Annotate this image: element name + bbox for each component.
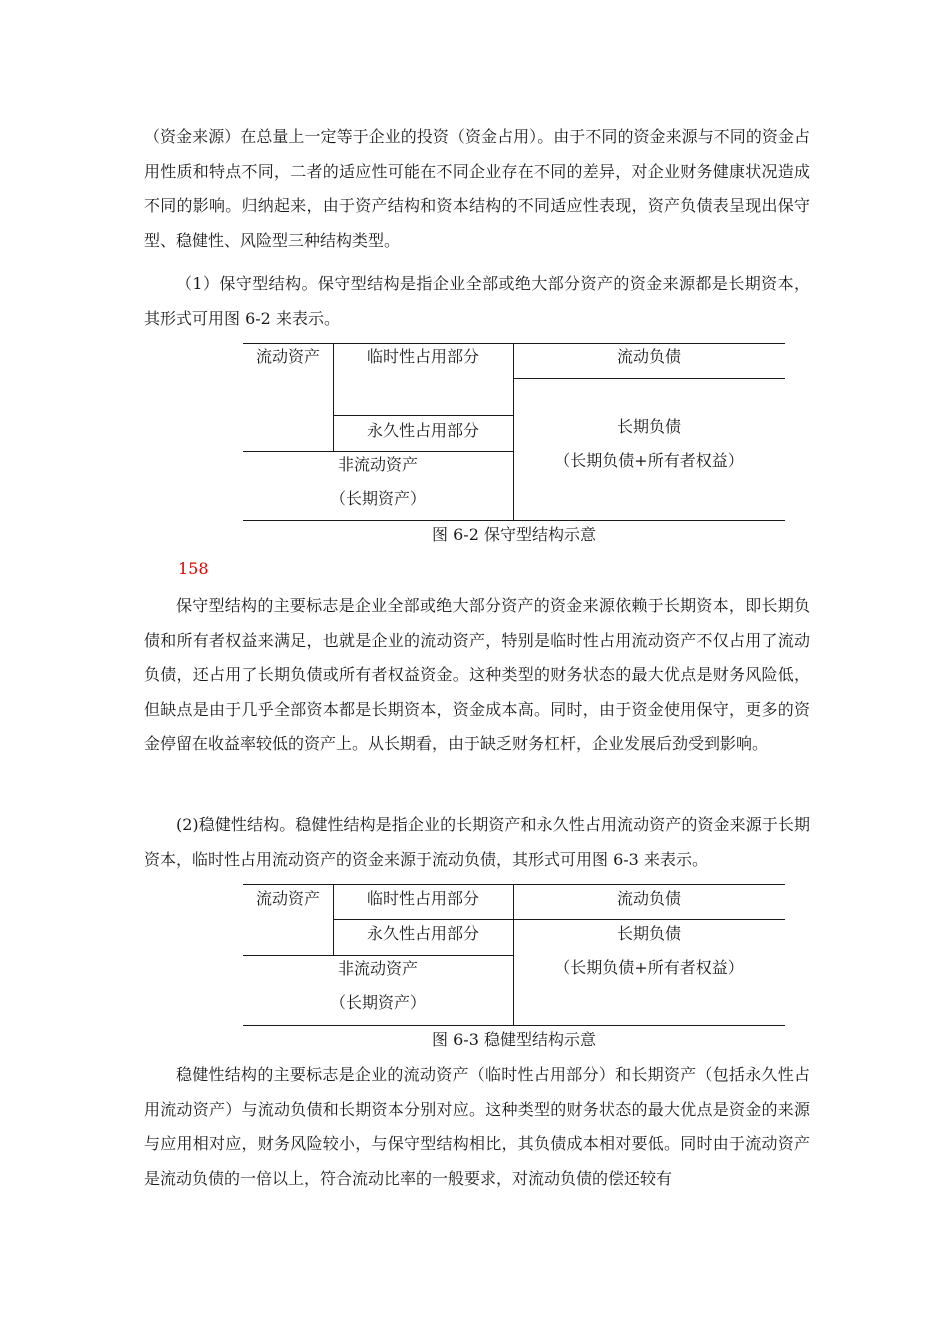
label-non-current-assets: 非流动资产	[337, 959, 418, 978]
diagram-divider	[243, 451, 513, 452]
label-temporary-portion: 临时性占用部分	[366, 347, 479, 366]
label-current-liabilities: 流动负债	[616, 889, 681, 908]
diagram-border	[243, 520, 785, 521]
label-long-term-assets: （长期资产）	[329, 489, 426, 508]
label-current-assets: 流动资产	[255, 347, 320, 366]
page-number: 158	[178, 559, 209, 578]
label-long-term-liabilities: 长期负债	[616, 417, 681, 436]
diagram-divider	[513, 378, 785, 379]
label-permanent-portion: 永久性占用部分	[366, 421, 479, 440]
paragraph-conservative-definition: （1）保守型结构。保守型结构是指企业全部或绝大部分资产的资金来源都是长期资本，其形式可用图 6-2 来表示。	[144, 274, 810, 328]
label-long-term-liabilities: 长期负债	[616, 924, 681, 943]
diagram-divider	[333, 919, 785, 920]
diagram-border	[243, 343, 785, 344]
figure-6-3-caption: 图 6-3 稳健型结构示意	[432, 1030, 596, 1049]
label-current-liabilities: 流动负债	[616, 347, 681, 366]
diagram-divider	[243, 955, 513, 956]
label-long-term-capital: （长期负债+所有者权益）	[554, 958, 744, 977]
figure-6-3-diagram	[243, 884, 785, 1026]
label-long-term-capital: （长期负债+所有者权益）	[554, 451, 744, 470]
paragraph-intro: （资金来源）在总量上一定等于企业的投资（资金占用）。由于不同的资金来源与不同的资金占用性质和特点不同，二者的适应性可能在不同企业存在不同的差异，对企业财务健康状况造成不同的影响。归纳起来，由于资产结构和资本结构的不同适应性表现，资产负债表呈现出保守型、稳健性、风险型三种结构类型。	[144, 127, 810, 250]
label-temporary-portion: 临时性占用部分	[366, 889, 479, 908]
paragraph-stable-definition: (2)稳健性结构。稳健性结构是指企业的长期资产和永久性占用流动资产的资金来源于长期资本，临时性占用流动资产的资金来源于流动负债，其形式可用图 6-3 来表示。	[144, 815, 810, 869]
label-long-term-assets: （长期资产）	[329, 993, 426, 1012]
label-non-current-assets: 非流动资产	[337, 455, 418, 474]
paragraph-conservative-analysis: 保守型结构的主要标志是企业全部或绝大部分资产的资金来源依赖于长期资本，即长期负债和所有者权益来满足，也就是企业的流动资产，特别是临时性占用流动资产不仅占用了流动负债，还占用了长期负债或所有者权益资金。这种类型的财务状态的最大优点是财务风险低，但缺点是由于几乎全部资本都是长期资本，资金成本高。同时，由于资金使用保守，更多的资金停留在收益率较低的资产上。从长期看，由于缺乏财务杠杆，企业发展后劲受到影响。	[144, 596, 810, 753]
diagram-border	[243, 884, 785, 885]
label-permanent-portion: 永久性占用部分	[366, 924, 479, 943]
diagram-divider	[333, 415, 513, 416]
diagram-border	[243, 1025, 785, 1026]
label-current-assets: 流动资产	[255, 889, 320, 908]
paragraph-stable-analysis: 稳健性结构的主要标志是企业的流动资产（临时性占用部分）和长期资产（包括永久性占用流动资产）与流动负债和长期资本分别对应。这种类型的财务状态的最大优点是资金的来源与应用相对应，财务风险较小，与保守型结构相比，其负债成本相对要低。同时由于流动资产是流动负债的一倍以上，符合流动比率的一般要求，对流动负债的偿还较有	[144, 1065, 810, 1188]
figure-6-2-caption: 图 6-2 保守型结构示意	[432, 525, 596, 544]
figure-6-2-diagram	[243, 343, 785, 521]
